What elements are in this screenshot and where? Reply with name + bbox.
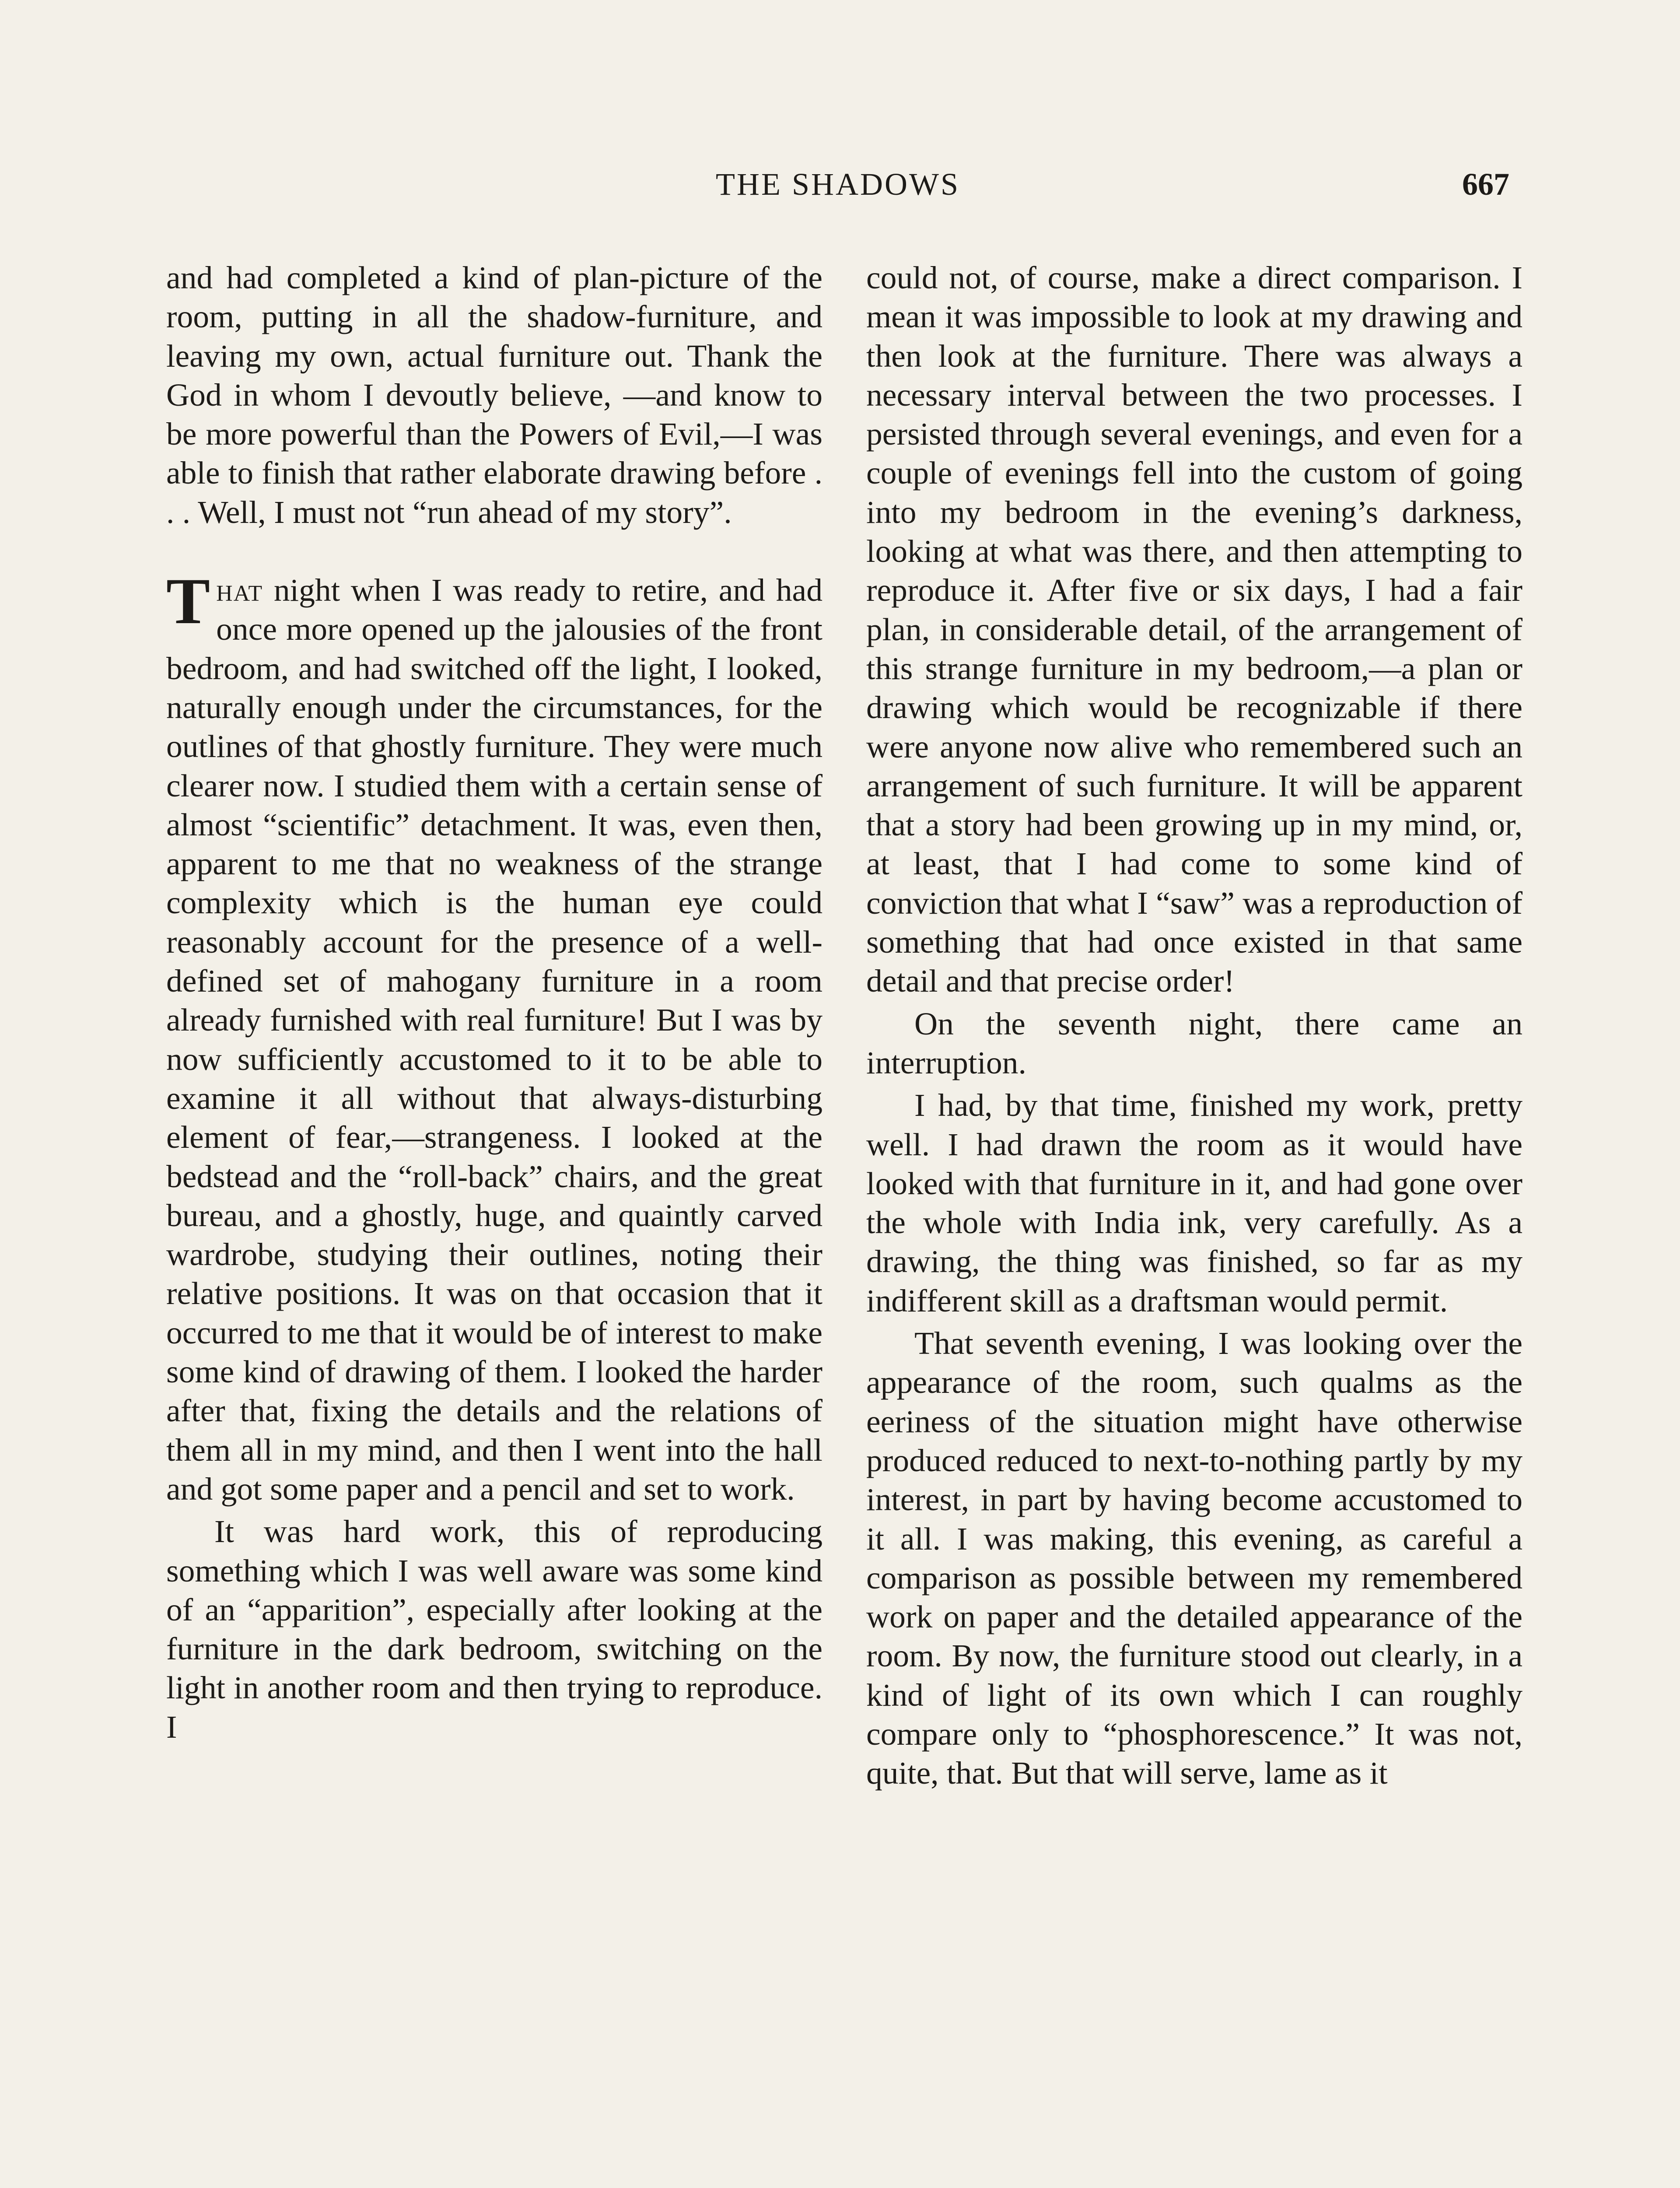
running-head: THE SHADOWS bbox=[716, 167, 960, 202]
small-caps-lead: hat bbox=[216, 572, 263, 608]
page-number: 667 bbox=[1462, 167, 1509, 202]
right-column bbox=[866, 258, 1522, 1793]
left-paragraph-3: It was hard work, this of reproducing something which I was well aware was some kind of an “apparition”, especially after looking at the furniture in the dark bedroom, switching on the light in another room and then trying to reproduce. I bbox=[166, 1513, 822, 1745]
right-paragraph-4: That seventh evening, I was looking over the appearance of the room, such qualms as the eeriness of the situation might have otherwise produced reduced to next-to-nothing partly by my interest, in part by having become accustomed to it all. I was making, this evening, as careful a comparison as possible between my remembered work on paper and the detailed appearance of the room. By now, the furniture stood out clearly, in a kind of light of its own which I can roughly compare only to “phosphorescence.” It was not, quite, that. But that will serve, lame as it bbox=[866, 1325, 1522, 1791]
left-paragraph-2-text: night when I was ready to retire, and had once more opened up the jalousies of the front bedroom, and had switched off the light, I looked, naturally enough under the circumstances, for the outlines of that ghostly furniture. They were much clearer now. I studied them with a certain sense of almost “scientific” detachment. It was, even then, apparent to me that no weakness of the strange complexity which is the human eye could reasonably account for the presence of a well-defined set of mahogany furniture in a room already furnished with real furniture! But I was by now sufficiently accustomed to it to be able to examine it all without that always-disturbing element of fear,—strangeness. I looked at the bedstead and the “roll-back” chairs, and the great bureau, and a ghostly, huge, and quaintly carved wardrobe, studying their outlines, noting their relative positions. It was on that occasion that it occurred to me that it would be of interest to make some kind of drawing of them. I looked the harder after that, fixing the details and the relations of them all in my mind, and then I went into the hall and got some paper and a pencil and set to work. bbox=[166, 572, 822, 1507]
drop-cap: T bbox=[166, 565, 210, 638]
right-paragraph-2: On the seventh night, there came an interruption. bbox=[866, 1005, 1522, 1080]
right-paragraph-1: could not, of course, make a direct comparison. I mean it was impossible to look at my drawing and then look at the furniture. There was always a necessary interval between the two processes. I persisted through several evenings, and even for a couple of evenings fell into the custom of going into my bedroom in the evening’s darkness, looking at what was there, and then attempting to reproduce it. After five or six days, I had a fair plan, in considerable detail, of the arrangement of this strange furniture in my bedroom,—a plan or drawing which would be recognizable if there were anyone now alive who remembered such an arrangement of such furniture. It will be apparent that a story had been growing up in my mind, or, at least, that I had come to some kind of conviction that what I “saw” was a reproduction of something that had once existed in that same detail and that precise order! bbox=[866, 259, 1522, 999]
left-column bbox=[166, 258, 822, 1746]
right-paragraph-3: I had, by that time, finished my work, pretty well. I had drawn the room as it would have looked with that furniture in it, and had gone over the whole with India ink, very carefully. As a drawing, the thing was finished, so far as my indifferent skill as a draftsman would permit. bbox=[866, 1087, 1522, 1318]
left-paragraph-1: and had completed a kind of plan-picture of the room, putting in all the shadow-furniture, and leaving my own, actual furniture out. Thank the God in whom I devoutly believe, —and know to be more powerful than the Powers of Evil,—I was able to finish that rather elaborate drawing before . . . Well, I must not “run ahead of my story”. bbox=[166, 259, 822, 530]
left-paragraph-2 bbox=[166, 565, 822, 1508]
page-header bbox=[166, 166, 1509, 214]
